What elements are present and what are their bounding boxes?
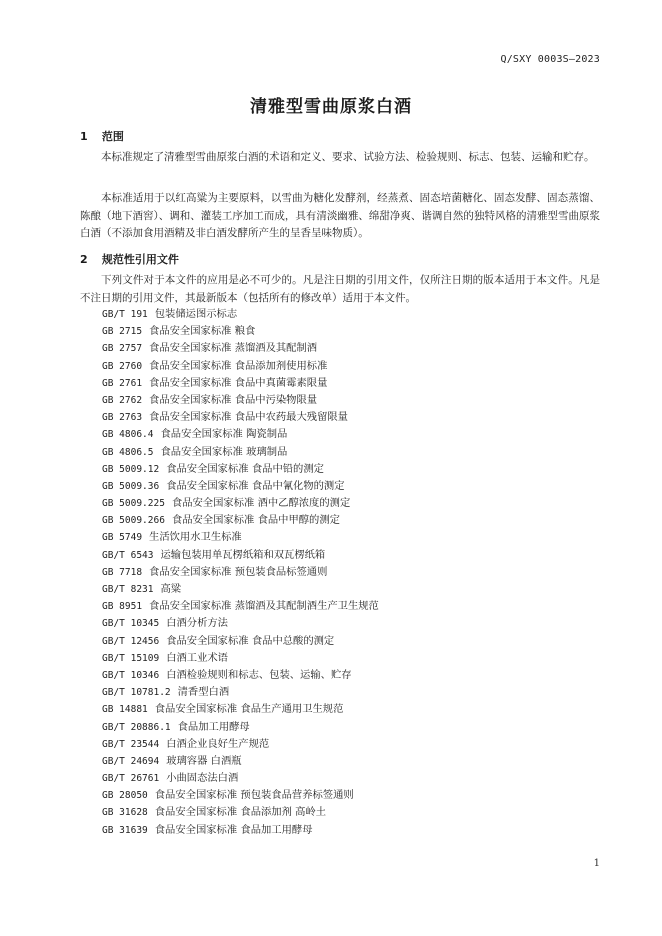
reference-title: 食品安全国家标准 预包装食品营养标签通则 bbox=[154, 789, 354, 802]
reference-title: 食品安全国家标准 预包装食品标签通则 bbox=[149, 565, 328, 578]
reference-item bbox=[102, 633, 582, 650]
reference-code: GB 5009.12 bbox=[102, 463, 160, 475]
reference-title: 食品安全国家标准 食品中甲醇的测定 bbox=[171, 514, 340, 527]
reference-item bbox=[102, 426, 582, 443]
reference-item bbox=[102, 323, 582, 340]
reference-code: GB 2763 bbox=[102, 412, 143, 424]
reference-item bbox=[102, 564, 582, 581]
section-number: 2 bbox=[80, 253, 88, 266]
reference-code: GB 4806.5 bbox=[102, 446, 154, 458]
reference-title: 白酒企业良好生产规范 bbox=[166, 737, 270, 750]
reference-code: GB/T 12456 bbox=[102, 635, 160, 647]
reference-title: 食品安全国家标准 食品生产通用卫生规范 bbox=[154, 703, 344, 716]
reference-item bbox=[102, 615, 582, 632]
reference-title: 玻璃容器 白酒瓶 bbox=[166, 754, 242, 767]
reference-title: 运输包装用单瓦楞纸箱和双瓦楞纸箱 bbox=[160, 548, 326, 561]
reference-title: 食品安全国家标准 食品加工用酵母 bbox=[154, 823, 313, 836]
reference-code: GB 31628 bbox=[102, 807, 148, 819]
reference-code: GB 7718 bbox=[102, 566, 143, 578]
reference-item bbox=[102, 392, 582, 409]
reference-code: GB/T 6543 bbox=[102, 549, 154, 561]
reference-item bbox=[102, 512, 582, 529]
reference-item bbox=[102, 478, 582, 495]
reference-code: GB 2715 bbox=[102, 326, 143, 338]
reference-item bbox=[102, 787, 582, 804]
reference-item bbox=[102, 701, 582, 718]
reference-code: GB 31639 bbox=[102, 824, 148, 836]
reference-code: GB 2762 bbox=[102, 394, 143, 406]
reference-title: 食品安全国家标准 食品添加剂使用标准 bbox=[149, 359, 328, 372]
reference-title: 食品安全国家标准 食品中真菌霉素限量 bbox=[149, 376, 328, 389]
reference-code: GB/T 10781.2 bbox=[102, 687, 171, 699]
reference-item bbox=[102, 822, 582, 839]
reference-item bbox=[102, 461, 582, 478]
reference-title: 食品安全国家标准 食品中农药最大残留限量 bbox=[149, 411, 348, 424]
document-code: Q/SXY 0003S—2023 bbox=[500, 54, 600, 65]
reference-item bbox=[102, 409, 582, 426]
page-number: 1 bbox=[593, 858, 600, 869]
reference-item bbox=[102, 753, 582, 770]
reference-item bbox=[102, 650, 582, 667]
document-title: 清雅型雪曲原浆白酒 bbox=[250, 97, 412, 117]
reference-code: GB/T 10345 bbox=[102, 618, 160, 630]
section-number: 1 bbox=[80, 130, 88, 143]
reference-code: GB 5009.36 bbox=[102, 480, 160, 492]
reference-code: GB 28050 bbox=[102, 790, 148, 802]
reference-item bbox=[102, 719, 582, 736]
reference-item bbox=[102, 667, 582, 684]
reference-code: GB 14881 bbox=[102, 704, 148, 716]
reference-title: 食品安全国家标准 玻璃制品 bbox=[160, 445, 288, 458]
reference-code: GB/T 191 bbox=[102, 309, 148, 320]
reference-item bbox=[102, 804, 582, 821]
reference-title: 食品安全国家标准 食品中铅的测定 bbox=[166, 462, 324, 475]
reference-code: GB 2761 bbox=[102, 377, 143, 389]
reference-item bbox=[102, 547, 582, 564]
reference-code: GB 5009.266 bbox=[102, 515, 165, 527]
scope-paragraph: 本标准适用于以红高粱为主要原料，以雪曲为糖化发酵剂，经蒸煮、固态培菌糖化、固态发酵、固态蒸馏、陈酿（地下酒窖）、调和、灌装工序加工而成，具有清淡幽雅、绵甜净爽、谐调自然的独特风格的清雅型雪曲原浆白酒（不添加食用酒精及非白酒发酵所产生的呈香呈味物质）。 bbox=[80, 192, 600, 239]
reference-title: 生活饮用水卫生标准 bbox=[149, 531, 242, 544]
reference-code: GB 8951 bbox=[102, 601, 143, 613]
reference-title: 食品安全国家标准 食品中总酸的测定 bbox=[166, 634, 335, 647]
reference-code: GB/T 26761 bbox=[102, 773, 160, 785]
reference-title: 食品加工用酵母 bbox=[177, 720, 250, 733]
scope-paragraph: 本标准规定了清雅型雪曲原浆白酒的术语和定义、要求、试验方法、检验规则、标志、包装、运输和贮存。 bbox=[101, 151, 595, 163]
section-heading-scope bbox=[80, 128, 124, 144]
reference-title: 食品安全国家标准 食品中污染物限量 bbox=[149, 393, 318, 406]
reference-title: 清香型白酒 bbox=[177, 686, 230, 699]
reference-item bbox=[102, 495, 582, 512]
reference-code: GB 4806.4 bbox=[102, 429, 154, 441]
references-intro-paragraph: 下列文件对于本文件的应用是必不可少的。凡是注日期的引用文件，仅所注日期的版本适用于本文件。凡是不注日期的引用文件，其最新版本（包括所有的修改单）适用于本文件。 bbox=[80, 274, 600, 304]
reference-code: GB/T 20886.1 bbox=[102, 721, 171, 733]
reference-code: GB 2757 bbox=[102, 343, 143, 355]
reference-title: 包装储运图示标志 bbox=[154, 308, 238, 320]
reference-title: 小曲固态法白酒 bbox=[166, 772, 239, 785]
reference-code: GB/T 15109 bbox=[102, 652, 160, 664]
reference-item bbox=[102, 444, 582, 461]
reference-title: 食品安全国家标准 陶瓷制品 bbox=[160, 428, 288, 441]
reference-title: 高粱 bbox=[160, 583, 182, 595]
reference-item bbox=[102, 375, 582, 392]
reference-title: 食品安全国家标准 蒸馏酒及其配制酒 bbox=[149, 342, 318, 355]
reference-title: 食品安全国家标准 酒中乙醇浓度的测定 bbox=[171, 497, 351, 510]
reference-item bbox=[102, 358, 582, 375]
reference-item bbox=[102, 770, 582, 787]
reference-code: GB 5009.225 bbox=[102, 498, 165, 510]
reference-title: 白酒工业术语 bbox=[166, 651, 228, 664]
reference-title: 食品安全国家标准 食品中氰化物的测定 bbox=[166, 479, 345, 492]
reference-item bbox=[102, 340, 582, 357]
reference-title: 白酒检验规则和标志、包装、运输、贮存 bbox=[166, 668, 352, 681]
section-title: 规范性引用文件 bbox=[101, 253, 179, 266]
reference-item bbox=[102, 684, 582, 701]
reference-list bbox=[102, 306, 582, 839]
reference-title: 食品安全国家标准 粮食 bbox=[149, 325, 256, 338]
reference-code: GB 5749 bbox=[102, 532, 143, 544]
section-heading-normative-references bbox=[80, 251, 179, 267]
reference-code: GB/T 23544 bbox=[102, 738, 160, 750]
reference-title: 食品安全国家标准 食品添加剂 高岭土 bbox=[154, 806, 327, 819]
reference-item bbox=[102, 598, 582, 615]
reference-code: GB 2760 bbox=[102, 360, 143, 372]
reference-item bbox=[102, 306, 582, 323]
reference-item bbox=[102, 581, 582, 598]
reference-code: GB/T 24694 bbox=[102, 755, 160, 767]
reference-code: GB/T 10346 bbox=[102, 669, 160, 681]
reference-item bbox=[102, 736, 582, 753]
section-title: 范围 bbox=[101, 130, 124, 143]
reference-title: 白酒分析方法 bbox=[166, 617, 228, 630]
reference-code: GB/T 8231 bbox=[102, 584, 154, 595]
reference-item bbox=[102, 529, 582, 546]
reference-title: 食品安全国家标准 蒸馏酒及其配制酒生产卫生规范 bbox=[149, 600, 379, 613]
